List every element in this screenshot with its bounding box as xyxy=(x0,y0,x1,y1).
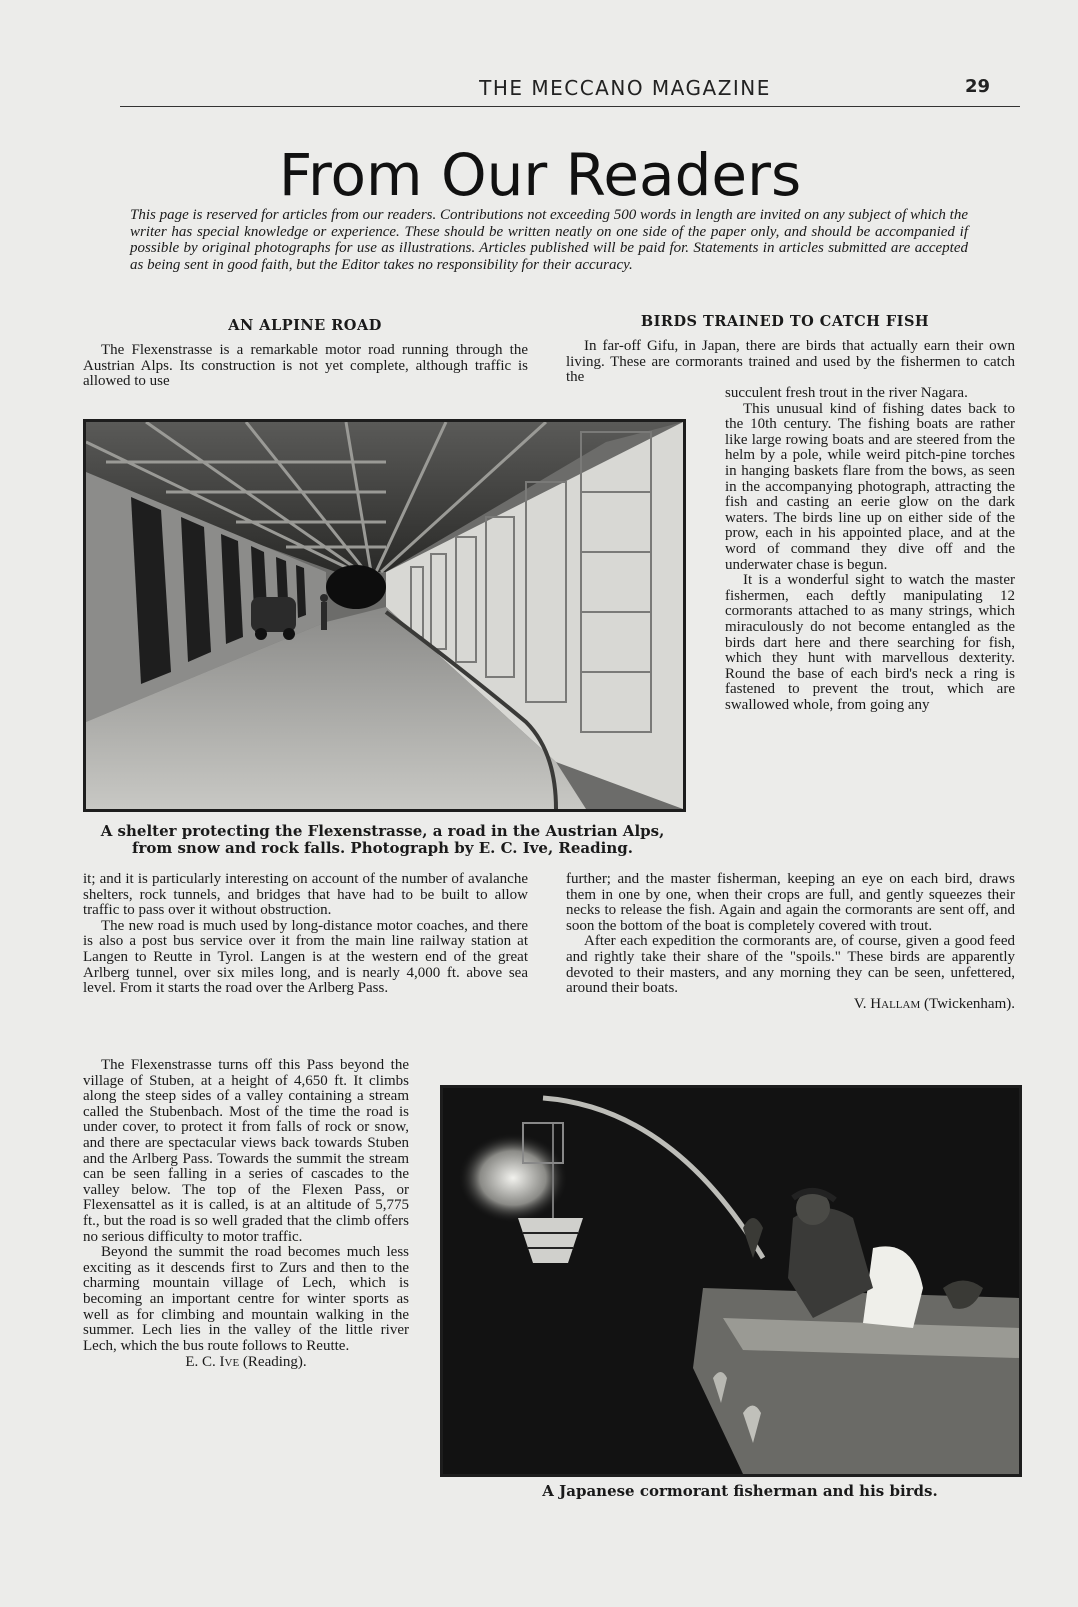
running-head xyxy=(120,76,1020,107)
alpine-road-text-mid xyxy=(83,872,528,997)
birds-text-top xyxy=(566,339,1015,386)
alpine-para1-start: The Flexenstrasse is a remarkable motor road running through the Austrian Alps. Its construction is not yet complete, although traffic is allowed to use xyxy=(83,342,528,390)
alpine-para2: The new road is much used by long-distance motor coaches, and there is also a post bus service over it from the main line railway station at Langen to Reutte in Tyrol. Langen is at the western end of the great Arlberg tunnel, over six miles long, and is nearly 4,000 ft. above sea level. From it starts the road over the Arlberg Pass. xyxy=(83,917,528,997)
cormorant-photo-caption: A Japanese cormorant fisherman and his birds. xyxy=(542,1482,938,1500)
page-title: From Our Readers xyxy=(278,141,802,209)
alpine-signature xyxy=(83,1355,409,1371)
page-number: 29 xyxy=(964,76,990,97)
alpine-shelter-photo xyxy=(83,419,686,812)
alpine-road-text-narrow xyxy=(83,1058,409,1371)
birds-para3-right: It is a wonderful sight to watch the master fishermen, each deftly manipulating 12 cormorants attached to as many strings, which miraculously do not become entangled as the birds dart here and there searching for fish, which they hunt with marvellous dexterity. Round the base of each bird's neck a ring is fastened to prevent the trout, which are swallowed whole, from going any xyxy=(725,572,1015,713)
alpine-road-text-top xyxy=(83,343,528,390)
alpine-road-heading: AN ALPINE ROAD xyxy=(228,317,382,334)
alpine-author-location: (Reading). xyxy=(242,1354,307,1371)
birds-author: V. Hallam xyxy=(853,995,921,1012)
cormorant-photo xyxy=(440,1085,1022,1477)
alpine-shelter-image xyxy=(86,422,683,809)
birds-author-location: (Twickenham). xyxy=(924,995,1015,1012)
alpine-para4: Beyond the summit the road becomes much less exciting as it descends first to Zurs and then to the charming mountain village of Lech, which is becoming an important centre for winter sports as well as for climbing and mountain walking in the summer. Lech lies in the valley of the little river Lech, which the bus route follows to Reutte. xyxy=(83,1244,409,1354)
birds-para1-top: In far-off Gifu, in Japan, there are birds that actually earn their own living. These are cormorants trained and used by the fishermen to catch the xyxy=(566,338,1015,386)
alpine-author: E. C. Ive xyxy=(185,1354,240,1371)
alpine-para3: The Flexenstrasse turns off this Pass beyond the village of Stuben, at a height of 4,650 ft. It climbs along the steep sides of a valley containing a stream called the Stubenbach. Most of the time the road is under cover, to protect it from falls of rock or snow, and there are spectacular views back towards Stuben and the Arlberg Pass. Towards the summit the stream can be seen falling in a series of cascades to the valley below. The top of the Flexen Pass, or Flexensattel as it is called, is at an altitude of 5,775 ft., but the road is so well graded that the climb offers no serious difficulty to motor traffic. xyxy=(83,1057,409,1245)
birds-signature xyxy=(566,997,1015,1013)
birds-heading: BIRDS TRAINED TO CATCH FISH xyxy=(640,313,930,330)
birds-para4: After each expedition the cormorants are, of course, given a good feed and rightly take their share of the "spoils." These birds are apparently devoted to their masters, and any morning they can be seen, unfettered, around their boats. xyxy=(566,933,1015,997)
magazine-title: THE MECCANO MAGAZINE xyxy=(479,76,771,100)
birds-text-narrow xyxy=(725,386,1015,713)
birds-para1-right: succulent fresh trout in the river Nagara. xyxy=(725,385,968,401)
cormorant-image xyxy=(443,1088,1019,1474)
intro-paragraph: This page is reserved for articles from our readers. Contributions not exceeding 500 words in length are invited on any subject of which the writer has special knowledge or experience. These should be written neatly on one side of the paper only, and should be accompanied if possible by original photographs for use as illustrations. Articles published will be paid for. Statements in articles submitted are accepted as being sent in good faith, but the Editor takes no responsibility for their accuracy. xyxy=(130,207,968,273)
alpine-para1-cont: it; and it is particularly interesting on account of the number of avalanche shelters, rock tunnels, and bridges that have had to be built to allow traffic to pass over it without obstruction. xyxy=(83,871,528,919)
birds-para3-cont: further; and the master fisherman, keeping an eye on each bird, draws them in one by one, when their crops are full, and gently squeezes their necks to release the fish. Again and again the cormorants are sent off, and soon the bottom of the boat is completely covered with trout. xyxy=(566,871,1015,934)
birds-text-bottom xyxy=(566,872,1015,1012)
birds-para2: This unusual kind of fishing dates back to the 10th century. The fishing boats are rather like large rowing boats and are steered from the helm by a pole, while weird pitch-pine torches in hanging baskets flare from the bows, as seen in the accompanying photograph, attracting the fish and casting an eerie glow on the dark waters. The birds line up on either side of the prow, each in his appointed place, and at the word of command they dive off and the underwater chase is begun. xyxy=(725,400,1015,573)
alpine-photo-caption: A shelter protecting the Flexenstrasse, a road in the Austrian Alps, from snow and rock falls. Photograph by E. C. Ive, Reading. xyxy=(100,822,665,857)
